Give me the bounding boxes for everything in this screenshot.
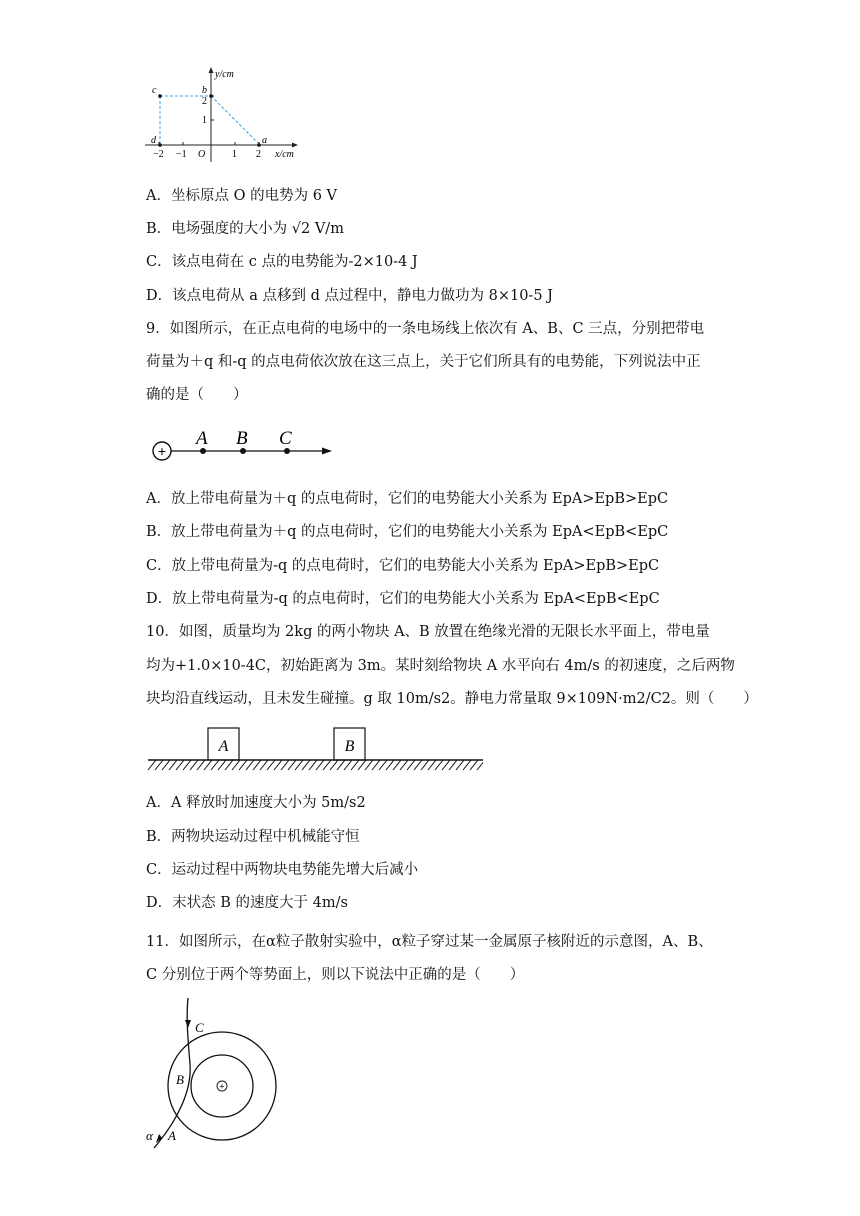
q11-stem-line: 11．如图所示，在α粒子散射实验中，α粒子穿过某一金属原子核附近的示意图，A、B、	[146, 934, 713, 950]
x-tick-label: −1	[176, 149, 187, 160]
q9-stem-line: 荷量为＋q 和-q 的点电荷依次放在这三点上，关于它们所具有的电势能，下列说法中正	[146, 354, 701, 370]
alpha-label: α	[146, 1128, 153, 1143]
option-letter: A．	[146, 795, 171, 811]
option-letter: C．	[146, 254, 172, 270]
y-axis-label: y/cm	[215, 69, 234, 80]
option-text: 放上带电荷量为-q 的点电荷时，它们的电势能大小关系为 EpA<EpB<EpC	[172, 591, 660, 607]
field-line-figure	[148, 424, 338, 464]
q10-option-a	[146, 793, 366, 813]
point-label-b: B	[176, 1072, 184, 1087]
option-letter: A．	[146, 188, 171, 204]
option-letter: A．	[146, 491, 171, 507]
q9-option-b	[146, 522, 668, 542]
point-label-c: C	[279, 428, 292, 449]
option-letter: B．	[146, 524, 172, 540]
point-label-a: a	[262, 135, 267, 146]
option-text: 末状态 B 的速度大于 4m/s	[172, 895, 348, 911]
option-letter: B．	[146, 221, 172, 237]
q8-option-b	[146, 219, 344, 239]
option-letter: D．	[146, 591, 173, 607]
alpha-scattering-figure	[140, 994, 290, 1154]
q9-stem-line: 9．如图所示，在正点电荷的电场中的一条电场线上依次有 A、B、C 三点，分别把带电	[146, 321, 705, 337]
q10-stem-line: 均为+1.0×10-4C，初始距离为 3m。某时刻给物块 A 水平向右 4m/s 的初速度，之后两物	[146, 658, 735, 674]
nucleus-plus-icon: +	[219, 1081, 225, 1092]
q9-option-a	[146, 489, 668, 509]
q10-stem-line: 10．如图，质量均为 2kg 的两小物块 A、B 放置在绝缘光滑的无限长水平面上，带电量	[146, 624, 710, 640]
block-label-a: A	[218, 738, 229, 755]
q9-stem-line: 确的是（ ）	[146, 387, 248, 403]
option-text: 两物块运动过程中机械能守恒	[171, 829, 360, 845]
point-label-a: A	[168, 1128, 176, 1143]
option-text: 电场强度的大小为 √2 V/m	[171, 221, 344, 237]
option-text: 坐标原点 O 的电势为 6 V	[170, 188, 338, 204]
point-label-a: A	[196, 428, 208, 449]
option-text: A 释放时加速度大小为 5m/s2	[170, 795, 366, 811]
q8-option-a	[146, 186, 337, 206]
blocks-figure	[146, 726, 486, 772]
positive-charge-icon: +	[157, 443, 167, 459]
x-tick-label: 2	[256, 149, 261, 160]
coordinate-figure	[140, 64, 310, 164]
x-tick-label: −2	[153, 149, 164, 160]
q8-option-d	[146, 286, 553, 306]
q10-option-d	[146, 893, 348, 913]
ground-hatching	[148, 760, 483, 770]
q9-option-c	[146, 556, 659, 576]
y-tick-label: 1	[202, 115, 207, 126]
block-label-b: B	[344, 738, 355, 755]
point-label-b: B	[236, 428, 248, 449]
option-text: 放上带电荷量为＋q 的点电荷时，它们的电势能大小关系为 EpA<EpB<EpC	[171, 524, 669, 540]
q10-option-c	[146, 860, 418, 880]
q8-option-c	[146, 252, 418, 272]
origin-label: O	[198, 149, 206, 160]
point-label-d: d	[151, 135, 156, 146]
x-tick-label: 1	[232, 149, 237, 160]
option-text: 放上带电荷量为＋q 的点电荷时，它们的电势能大小关系为 EpA>EpB>EpC	[170, 491, 669, 507]
option-text: 放上带电荷量为-q 的点电荷时，它们的电势能大小关系为 EpA>EpB>EpC	[171, 558, 660, 574]
q10-option-b	[146, 827, 360, 847]
point-label-c: c	[152, 85, 157, 96]
option-letter: D．	[146, 288, 173, 304]
q10-stem-line: 块均沿直线运动，且未发生碰撞。g 取 10m/s2。静电力常量取 9×109N·m2/C2。则（ ）	[146, 691, 758, 707]
point-label-b: b	[202, 85, 207, 96]
y-tick-label: 2	[202, 96, 207, 107]
option-text: 该点电荷从 a 点移到 d 点过程中，静电力做功为 8×10-5 J	[172, 288, 553, 304]
q11-stem-line: C 分别位于两个等势面上，则以下说法中正确的是（ ）	[146, 967, 525, 983]
x-axis-label: x/cm	[275, 149, 294, 160]
option-text: 该点电荷在 c 点的电势能为-2×10-4 J	[171, 254, 418, 270]
option-letter: B．	[146, 829, 172, 845]
option-letter: C．	[146, 862, 172, 878]
q9-option-d	[146, 589, 660, 609]
option-text: 运动过程中两物块电势能先增大后减小	[171, 862, 419, 878]
option-letter: D．	[146, 895, 173, 911]
point-label-c: C	[195, 1020, 204, 1035]
option-letter: C．	[146, 558, 172, 574]
